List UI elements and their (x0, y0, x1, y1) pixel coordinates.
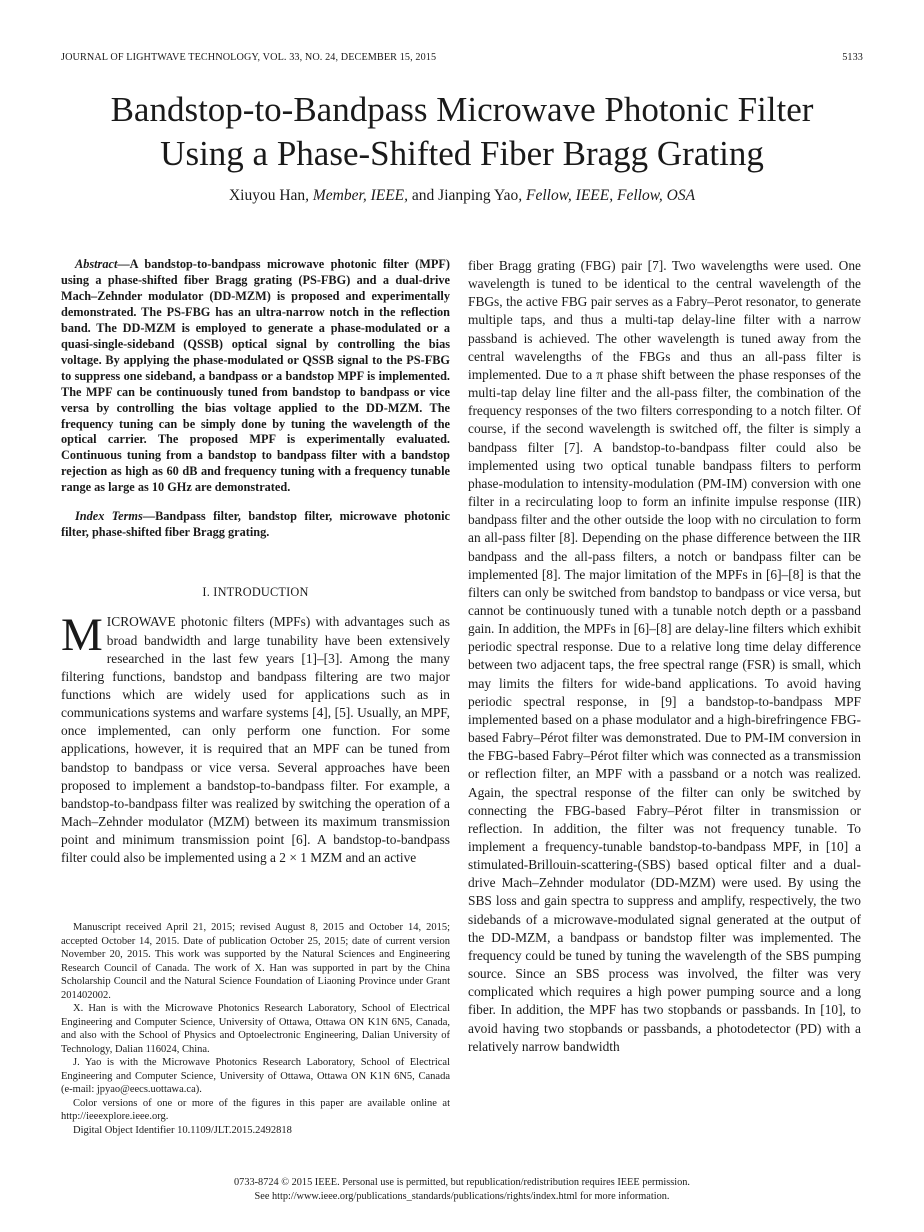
journal-citation: JOURNAL OF LIGHTWAVE TECHNOLOGY, VOL. 33, NO. 24, DECEMBER 15, 2015 (61, 52, 437, 63)
intro-lead-word: ICROWAVE (106, 614, 176, 630)
footnotes (61, 921, 450, 1137)
section-number: I. (202, 585, 214, 600)
author-1-affiliation: , Member, IEEE, (305, 187, 409, 204)
author-2-affiliation: , Fellow, IEEE, Fellow, OSA (518, 187, 696, 204)
index-terms (61, 509, 450, 541)
right-column (468, 257, 861, 1056)
abstract-text: A bandstop-to-bandpass microwave photonic filter (MPF) using a phase-shifted fiber Bragg grating (PS-FBG) and a dual-drive Mach–Zehnder modulator (DD-MZM) is proposed and experimentally demonstrated. The PS-FBG has an ultra-narrow notch in the reflection band. The DD-MZM is employed to generate a phase-modulated or a quasi-single-sideband (QSSB) optical signal by controlling the bias voltage. By applying the phase-modulated or QSSB signal to the PS-FBG to suppress one sideband, a bandpass or a bandstop MPF is implemented. The MPF can be continuously tuned from bandstop to bandpass or vice versa by controlling the bias voltage applied to the DD-MZM. The frequency tuning can be simply done by tuning the wavelength of the optical carrier. The proposed MPF is experimentally evaluated. Continuous tuning from a bandstop to bandpass filter with a bandstop rejection as high as 60 dB and frequency tuning with a frequency tunable range as large as 10 GHz are demonstrated. (61, 257, 450, 495)
section-heading-introduction (61, 583, 450, 601)
section-initial: I (213, 585, 218, 600)
left-column (61, 257, 450, 868)
index-terms-dash: — (142, 509, 156, 524)
paper-title (40, 88, 884, 176)
section-title-rest: NTRODUCTION (217, 585, 309, 600)
intro-paragraph-text: photonic filters (MPFs) with advantages such as broad bandwidth and large tunability have been extensively researched in the last few years [1]–[3]. Among the many filtering functions, bandstop and bandpass filtering are two major functions which are widely used for applications such as in communications systems and warfare systems [4], [5]. Usually, an MPF, once implemented, can only perform one function. For some applications, however, it is required that an MPF can be tuned from bandstop to bandpass or vice versa. Several approaches have been proposed to implement a bandstop-to-bandpass filter. For example, a bandstop-to-bandpass filter was realized by switching the operation of a Mach–Zehnder modulator (MZM) between its maximum transmission point and minimum transmission point [6]. A bandstop-to-bandpass filter could also be implemented using a 2 × 1 MZM and an active (61, 614, 450, 866)
footnote-doi: Digital Object Identifier 10.1109/JLT.2015.2492818 (73, 1124, 292, 1136)
title-line-1: Bandstop-to-Bandpass Microwave Photonic Filter (110, 90, 814, 129)
author-line (40, 186, 884, 206)
index-terms-text: Bandpass filter, bandstop filter, microwave photonic filter, phase-shifted fiber Bragg grating. (61, 509, 450, 540)
abstract-dash: — (117, 257, 130, 271)
footnote-color-versions: Color versions of one or more of the figures in this paper are available online at http://ieeexplore.ieee.org. (61, 1097, 450, 1122)
copyright-line-2: See http://www.ieee.org/publications_standards/publications/rights/index.html for more information. (254, 1190, 670, 1202)
footnote-manuscript: Manuscript received April 21, 2015; revised August 8, 2015 and October 14, 2015; accepted October 14, 2015. Date of publication October 25, 2015; date of current version November 20, 2015. This work was supported by the Natural Sciences and Engineering Research Council of Canada. The work of X. Han was supported in part by the China Scholarship Council and the Natural Science Foundation of Liaoning Province under Grant 201402002. (61, 922, 450, 1001)
footnote-yao-affiliation: J. Yao is with the Microwave Photonics Research Laboratory, School of Electrical Engineering and Computer Science, University of Ottawa, Ottawa ON K1N 6N5, Canada (e-mail: jpyao@eecs.uottawa.ca). (61, 1057, 450, 1095)
abstract (61, 257, 450, 496)
copyright-notice (0, 1176, 924, 1203)
index-terms-label: Index Terms (75, 509, 143, 524)
author-connector: and (408, 187, 439, 204)
running-head (61, 52, 863, 66)
author-1-name: Xiuyou Han (228, 187, 306, 204)
copyright-line-1: 0733-8724 © 2015 IEEE. Personal use is permitted, but republication/redistribution requires IEEE permission. (234, 1177, 690, 1188)
intro-paragraph (61, 609, 450, 867)
footnote-han-affiliation: X. Han is with the Microwave Photonics Research Laboratory, School of Electrical Engineering and Computer Science, University of Ottawa, Ottawa ON K1N 6N5, Canada, and also with the School of Physics and Optoelectronic Engineering, Dalian University of Technology, Dalian 116024, China. (61, 1003, 450, 1055)
author-2-name: Jianping Yao (438, 187, 519, 204)
abstract-label: Abstract (75, 257, 118, 271)
title-line-2: Using a Phase-Shifted Fiber Bragg Grating (160, 134, 764, 173)
drop-cap: M (61, 609, 103, 662)
page-number: 5133 (842, 52, 863, 63)
intro-paragraph-continued: fiber Bragg grating (FBG) pair [7]. Two wavelengths were used. One wavelength is tuned to be identical to the central wavelength of the FBGs, the active FBG pair serves as a Fabry–Perot resonator, to generate multiple taps, and thus a multi-tap delay-line filter with a narrow passband is achieved. The other wavelength is tuned away from the central wavelengths of the FBGs and thus an all-pass filter is implemented. Due to a π phase shift between the phase responses of the multi-tap delay line filter and the all-pass filter, the combination of the frequency responses of the two filters corresponding to a notch filter. Of course, if the second wavelength is switched off, the filter is simply a bandpass filter [7]. A bandstop-to-bandpass filter could also be implemented using two optical tunable bandpass filters to perform phase-modulation to intensity-modulation (PM-IM) conversion with one filter in a recirculating loop to form an infinite impulse response (IIR) bandpass filter and the other outside the loop with no circulation to form an all-pass filter [8]. Depending on the phase difference between the IIR bandpass and the all-pass filters, a notch or bandpass filter can be implemented [8]. The major limitation of the MPFs in [6]–[8] is that the filters can only be switched from bandstop to bandpass or vice versa, but cannot be continuously tuned with a tunable notch depth or a passband gain. In addition, the MPFs in [6]–[8] are delay-line filters which exhibit periodic spectral response. Due to a relative long time delay difference between two adjacent taps, the free spectral range (FSR) is small, which may limits the filters for wide-band applications. To avoid having periodic spectral response, in [9] a bandstop-to-bandpass MPF implemented based on a phase modulator and a high-birefringence FBG-based Fabry–Pérot filter was demonstrated. Due to PM-IM conversion in the FBG-based Fabry–Pérot filter which was connected as a transmission or reflection filter, an MPF with a passband or a notch was realized. Again, the spectral response of the filter can only be switched by connecting the FBG-based Fabry–Pérot filter in transmission or reflection. In addition, the filter was not frequency tunable. To implement a frequency-tunable bandstop-to-bandpass MPF, in [10] a stimulated-Brillouin-scattering-(SBS) based optical filter and a dual-drive Mach–Zehnder modulator (DD-MZM) were used. By using the SBS loss and gain spectra to suppress and amplify, respectively, the two sidebands of a microwave-modulated signal generated at the output of the DD-MZM, a bandpass or bandstop filter was implemented. The frequency could be tuned by tuning the wavelength of the SBS pumping source. Since an SBS process was involved, the filter was very complicated which requires a high power pumping source and a long fiber. In addition, the MPF has two stopbands or passbands. In [10], to avoid having two stopbands or passbands, a photodetector (PD) with a relatively narrow bandwidth (468, 258, 861, 1054)
